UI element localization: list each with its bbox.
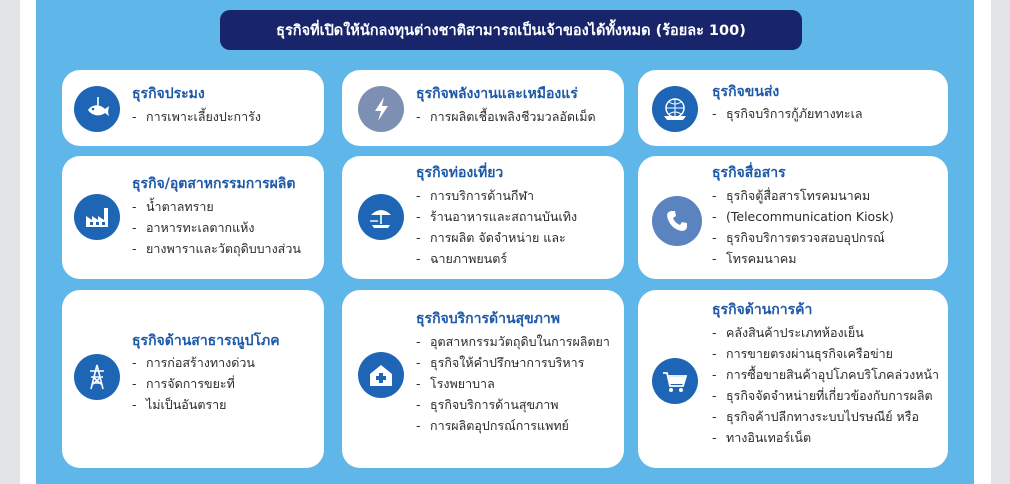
card-title: ธุรกิจพลังงานและเหมืองแร่ <box>416 86 578 102</box>
card-tourism <box>342 156 624 279</box>
card-title: ธุรกิจท่องเที่ยว <box>416 165 504 181</box>
card-items <box>132 106 261 128</box>
list-item-continuation: - ฉายภาพยนตร์ <box>416 248 577 269</box>
list-item: - ธุรกิจจัดจำหน่ายที่เกี่ยวข้องกับการผลิต <box>712 385 939 406</box>
list-item-continuation: - (Telecommunication Kiosk) <box>712 206 894 227</box>
list-item: - ยางพาราและวัตถุดิบบางส่วน <box>132 238 301 259</box>
list-item: - การเพาะเลี้ยงปะการัง <box>132 106 261 128</box>
card-fisheries <box>62 70 324 146</box>
card-items <box>132 196 301 259</box>
list-item-continuation: - ทางอินเทอร์เน็ต <box>712 427 939 448</box>
card-title: ธุรกิจขนส่ง <box>712 84 780 100</box>
phone-icon <box>652 196 702 246</box>
list-item: - การจัดการขยะที่ <box>132 373 255 394</box>
card-title: ธุรกิจประมง <box>132 86 205 102</box>
card-health <box>342 290 624 468</box>
list-item: - ธุรกิจบริการกู้ภัยทางทะเล <box>712 103 863 125</box>
card-items <box>712 185 894 269</box>
list-item: - ธุรกิจบริการตรวจสอบอุปกรณ์ <box>712 227 894 248</box>
shopping-cart-icon <box>652 358 698 404</box>
list-item-continuation: - โรงพยาบาล <box>416 373 610 394</box>
beach-umbrella-icon <box>358 194 404 240</box>
list-item-continuation: - โทรคมนาคม <box>712 248 894 269</box>
card-transport <box>638 70 948 146</box>
list-item: - อุตสาหกรรมวัตถุดิบในการผลิตยา <box>416 331 610 352</box>
list-item: - ธุรกิจค้าปลีกทางระบบไปรษณีย์ หรือ <box>712 406 939 427</box>
card-communication <box>638 156 948 279</box>
list-item: - การผลิตเชื้อเพลิงชีวมวลอัดเม็ด <box>416 106 596 128</box>
card-items <box>712 103 863 125</box>
fish-hook-icon <box>74 86 120 132</box>
list-item: - การขายตรงผ่านธุรกิจเครือข่าย <box>712 343 939 364</box>
list-item: - ธุรกิจตู้สื่อสารโทรคมนาคม <box>712 185 894 206</box>
list-item: - การบริการด้านกีฬา <box>416 185 577 206</box>
card-items <box>712 322 939 448</box>
card-trade <box>638 290 948 468</box>
list-item: - คลังสินค้าประเภทห้องเย็น <box>712 322 939 343</box>
list-item: - การซื้อขายสินค้าอุปโภคบริโภคล่วงหน้า <box>712 364 939 385</box>
card-title: ธุรกิจ/อุตสาหกรรมการผลิต <box>132 176 296 192</box>
card-title: ธุรกิจด้านการค้า <box>712 302 813 318</box>
list-item: - การผลิต จัดจำหน่าย และ <box>416 227 577 248</box>
card-title: ธุรกิจบริการด้านสุขภาพ <box>416 311 560 327</box>
card-title: ธุรกิจสื่อสาร <box>712 165 786 181</box>
card-energy-mining <box>342 70 624 146</box>
power-tower-icon <box>74 354 120 400</box>
list-item: - น้ำตาลทราย <box>132 196 301 217</box>
list-item: - ร้านอาหารและสถานบันเทิง <box>416 206 577 227</box>
page-title-banner: ธุรกิจที่เปิดให้นักลงทุนต่างชาติสามารถเป็นเจ้าของได้ทั้งหมด (ร้อยละ 100) <box>220 10 802 50</box>
factory-icon <box>74 194 120 240</box>
card-items <box>416 331 610 436</box>
globe-ship-plane-icon <box>652 86 698 132</box>
list-item: - ธุรกิจให้คำปรึกษาการบริหาร <box>416 352 610 373</box>
list-item: - ธุรกิจบริการด้านสุขภาพ <box>416 394 610 415</box>
list-item: - การผลิตอุปกรณ์การแพทย์ <box>416 415 610 436</box>
list-item: - อาหารทะเลตากแห้ง <box>132 217 301 238</box>
list-item: - การก่อสร้างทางด่วน <box>132 352 255 373</box>
card-utilities <box>62 290 324 468</box>
card-items <box>132 352 255 415</box>
card-title: ธุรกิจด้านสาธารณูปโภค <box>132 333 280 349</box>
card-items <box>416 185 577 269</box>
lightning-icon <box>358 86 404 132</box>
list-item-continuation: - ไม่เป็นอันตราย <box>132 394 255 415</box>
card-manufacturing <box>62 156 324 279</box>
card-items <box>416 106 596 128</box>
hospital-icon <box>358 352 404 398</box>
